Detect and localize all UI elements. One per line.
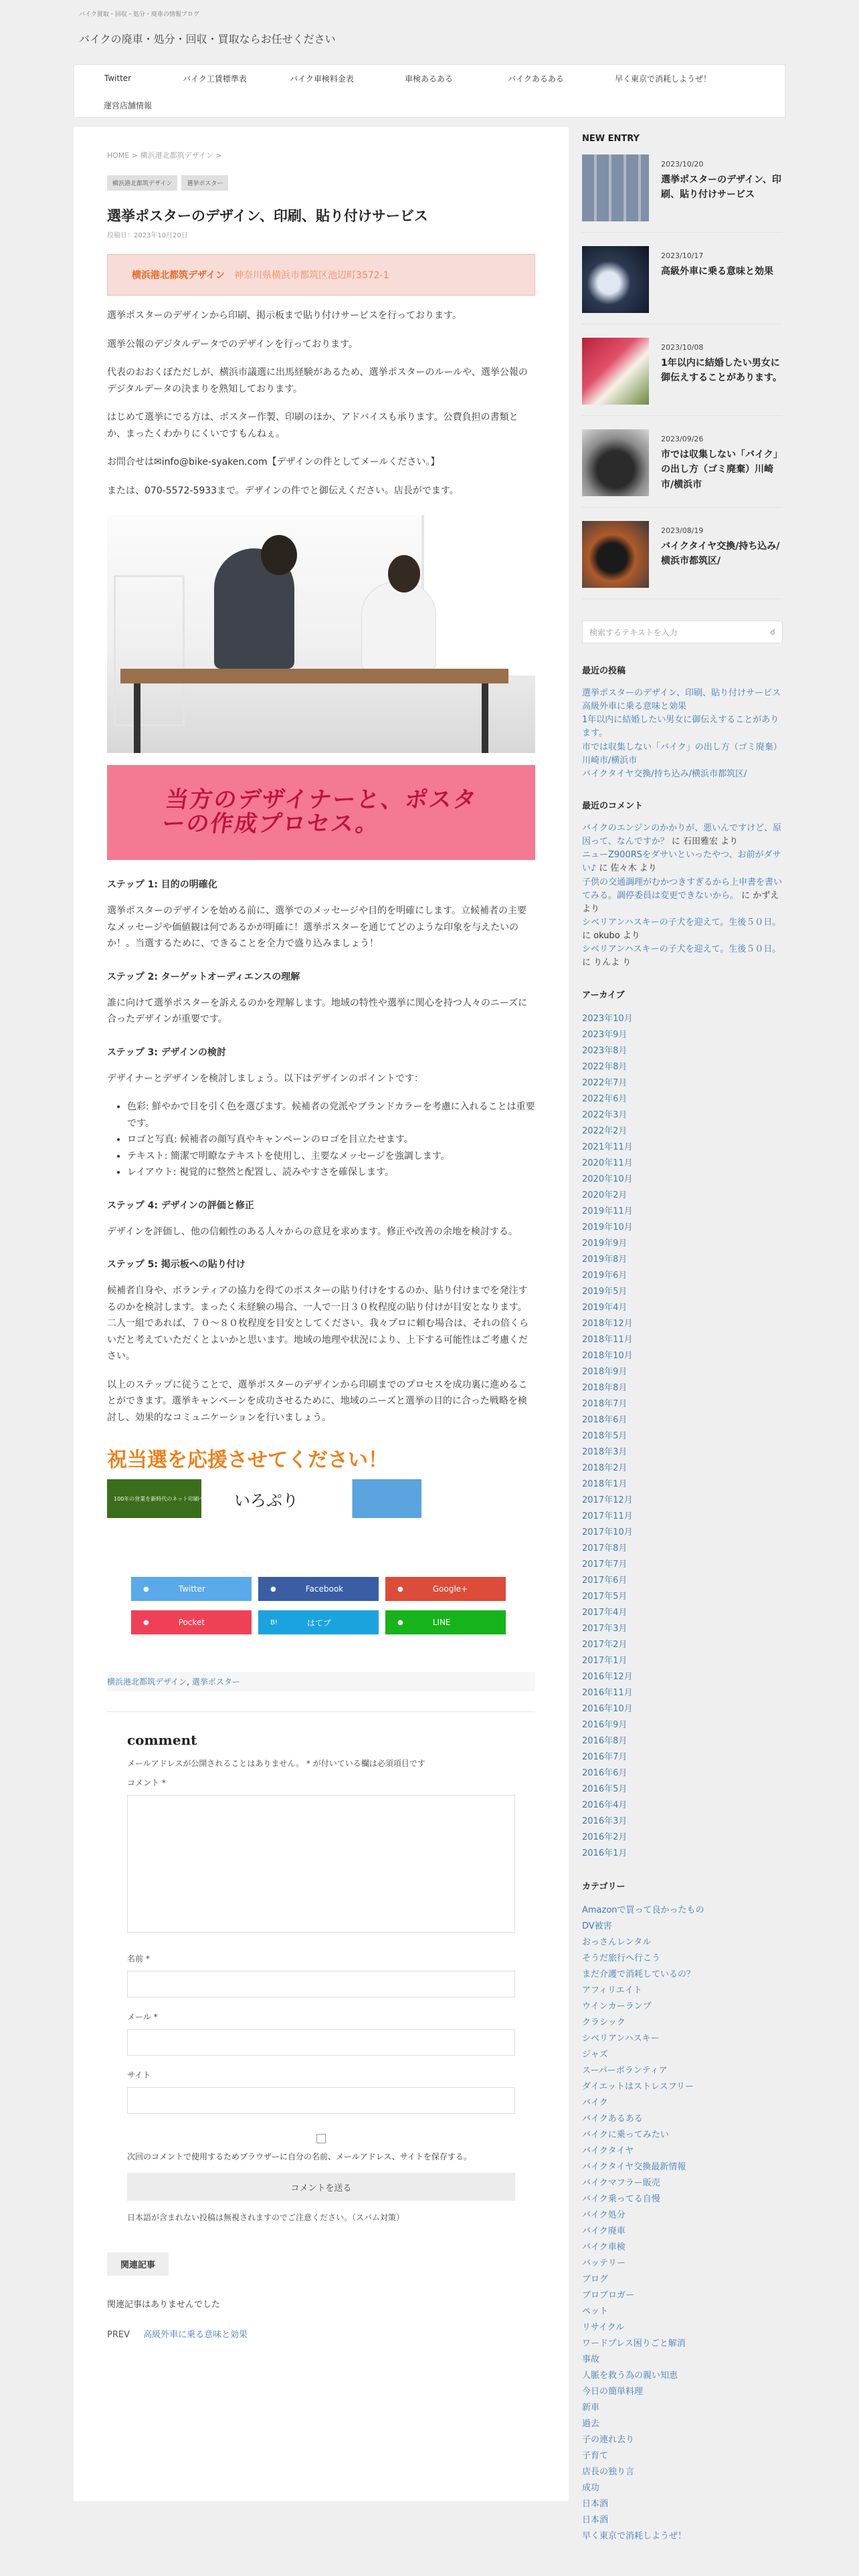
share-label: Facebook [305, 1584, 344, 1594]
nav-item-labor-rates[interactable]: バイク工賃標準表 [183, 74, 247, 84]
archive-heading: アーカイブ [582, 990, 625, 1000]
site-label: サイト [127, 2070, 151, 2080]
archive-link[interactable]: 2019年11月 [582, 1206, 633, 1216]
nav-item-shop-info[interactable]: 運営店舗情報 [103, 100, 152, 110]
paragraph: 選挙ポスターのデザインから印刷、掲示板まで貼り付けサービスを行っております。 [107, 310, 462, 321]
archive-link[interactable]: 2019年5月 [582, 1286, 628, 1297]
sidebar [582, 134, 783, 2562]
category-link[interactable]: バイク廃車 [582, 2226, 626, 2236]
archive-link[interactable]: 2018年9月 [582, 1366, 628, 1377]
iroburi-tagline: 100年の営業を新時代のネット印刷へ [114, 1495, 205, 1502]
spam-note: 日本語が含まれない投稿は無視されますのでご注意ください。（スパム対策） [127, 2213, 405, 2223]
archive-link[interactable]: 2016年8月 [582, 1735, 628, 1746]
recent-comments-heading: 最近のコメント [582, 800, 644, 811]
archive-link[interactable]: 2019年4月 [582, 1302, 628, 1313]
archive-link[interactable]: 2023年10月 [582, 1013, 633, 1024]
breadcrumb-separator: > [129, 151, 140, 160]
entry-thumbnail [582, 154, 649, 221]
photo-table-leg [134, 683, 140, 753]
breadcrumb [107, 150, 535, 160]
archive-link[interactable]: 2018年6月 [582, 1414, 628, 1425]
category-link[interactable]: バイクタイヤ交換最新情報 [582, 2161, 686, 2172]
category-link[interactable]: アフィリエイト [582, 1985, 642, 1996]
post-date: 投稿日：2023年10月20日 [107, 232, 188, 239]
facebook-icon: ● [270, 1585, 276, 1593]
step-text: デザインを評価し、他の信頼性のある人々からの意見を求めます。修正や改善の余地を検討する。 [107, 1226, 518, 1237]
share-hatena-button[interactable] [258, 1610, 379, 1634]
archive-link[interactable]: 2021年11月 [582, 1142, 633, 1152]
category-link[interactable]: 過去 [582, 2418, 600, 2429]
entry-thumbnail [582, 246, 649, 313]
archive-link[interactable]: 2018年7月 [582, 1398, 628, 1409]
share-line-button[interactable] [385, 1610, 506, 1634]
tag-design[interactable]: 横浜港北都筑デザイン [107, 175, 177, 191]
recent-comment [582, 849, 783, 875]
archive-link[interactable]: 2017年2月 [582, 1639, 628, 1650]
category-link[interactable]: 横浜港北都筑デザイン [107, 1677, 187, 1687]
closing-paragraph: 以上のステップに従うことで、選挙ポスターのデザインから印刷までのプロセスを成功裏に進めることができます。選挙キャンペーンを成功させるために、地域のニーズと選挙の目的に合った戦略を検討し、効果的なコミュニケーションを行いましょう。 [107, 1379, 528, 1423]
site-tagline: バイク買取・回収・処分・廃車の情報ブログ [79, 11, 199, 18]
archive-link[interactable]: 2016年11月 [582, 1687, 633, 1698]
category-link[interactable]: バイクタイヤ [582, 2145, 634, 2156]
cheer-heading: 祝当選を応援させてください！ [107, 1448, 388, 1472]
entry-title[interactable]: 選挙ポスターのデザイン、印刷、貼り付けサービス [661, 175, 781, 201]
entry-title[interactable]: 市では収集しない「バイク」の出し方（ゴミ廃棄）川崎市/横浜市 [661, 449, 783, 490]
article-main [74, 127, 569, 2501]
recent-comment-author: に 佐々木 より [596, 863, 657, 874]
archive-link[interactable]: 2017年6月 [582, 1575, 628, 1586]
archive-link[interactable]: 2018年5月 [582, 1430, 628, 1441]
category-link[interactable]: 日本酒 [582, 2498, 609, 2509]
archive-link[interactable]: 2018年10月 [582, 1350, 633, 1361]
category-link[interactable]: ジャズ [582, 2049, 608, 2060]
archive-link[interactable]: 2016年6月 [582, 1767, 628, 1778]
share-label: Pocket [178, 1618, 205, 1627]
archive-link[interactable]: 2016年2月 [582, 1832, 628, 1842]
new-entry-item[interactable] [582, 338, 783, 416]
share-pocket-button[interactable] [131, 1610, 252, 1634]
no-related-text: 関連記事はありませんでした [107, 2300, 221, 2311]
address-box [107, 254, 535, 296]
category-link[interactable]: 店長の独り言 [582, 2466, 635, 2477]
new-entry-item[interactable] [582, 521, 783, 599]
category-link[interactable]: バイク [582, 2097, 608, 2108]
archive-link[interactable]: 2017年1月 [582, 1655, 628, 1666]
hatena-icon: B! [270, 1618, 278, 1626]
archive-link[interactable]: 2017年8月 [582, 1543, 628, 1553]
site-title[interactable]: バイクの廃車・処分・回収・買取ならお任せください [79, 33, 336, 45]
recent-comment-link[interactable]: シベリアンハスキーの子犬を迎えて。生後５０日。 [582, 944, 781, 955]
new-entry-heading: NEW ENTRY [582, 134, 640, 144]
line-icon: ● [397, 1618, 403, 1626]
design-points-list [107, 1099, 535, 1181]
archive-link[interactable]: 2017年5月 [582, 1591, 628, 1602]
archive-link[interactable]: 2016年10月 [582, 1703, 633, 1714]
share-label: LINE [432, 1618, 451, 1627]
nav-item-inspection-fees[interactable]: バイク車検料金表 [290, 74, 354, 84]
archive-link[interactable]: 2016年1月 [582, 1848, 628, 1858]
recent-comment-author: に okubo より [582, 931, 640, 942]
category-link[interactable]: Amazonで買って良かったもの [582, 1905, 704, 1915]
category-link[interactable]: 子の連れ去り [582, 2434, 635, 2445]
prev-label: PREV [107, 2330, 130, 2341]
entry-date: 2023/08/19 [661, 526, 704, 535]
process-banner [107, 765, 535, 860]
prev-post [107, 2327, 535, 2340]
archive-section [582, 988, 783, 1862]
recent-comment-link[interactable]: 子供の交通調理がむかつきすぎるから上申書を書いてみる。調停委員は変更できないから。 [582, 877, 783, 901]
category-link[interactable]: ペット [582, 2306, 609, 2317]
tag-link[interactable]: 選挙ポスター [191, 1677, 240, 1687]
archive-link[interactable]: 2018年12月 [582, 1318, 633, 1329]
recent-comment [582, 943, 783, 970]
share-buttons [131, 1577, 535, 1634]
iroburi-banner[interactable] [107, 1479, 421, 1518]
archive-link[interactable]: 2019年9月 [582, 1238, 628, 1249]
archive-link[interactable]: 2019年10月 [582, 1222, 633, 1232]
recent-comment-link[interactable]: シベリアンハスキーの子犬を迎えて。生後５０日。 [582, 917, 781, 928]
list-item: • テキスト: 簡潔で明瞭なテキストを使用し、主要なメッセージを強調します。 [127, 1148, 535, 1165]
archive-link[interactable]: 2017年12月 [582, 1495, 633, 1505]
twitter-icon: ● [143, 1585, 149, 1593]
save-info-label: 次回のコメントで使用するためブラウザーに自分の名前、メールアドレス、サイトを保存する。 [127, 2152, 472, 2161]
contact-email-paragraph: お問合せは✉info@bike-syaken.com【デザインの件としてメールください。】 [107, 457, 440, 467]
nav-item-tokyo[interactable]: 早く東京で消耗しようぜ！ [614, 74, 711, 84]
category-link[interactable]: そうだ旅行へ行こう [582, 1953, 661, 1963]
step-heading: ステップ 1: 目的の明確化 [107, 879, 217, 890]
archive-link[interactable]: 2023年9月 [582, 1029, 628, 1040]
archive-link[interactable]: 2016年4月 [582, 1800, 628, 1810]
step-heading: ステップ 2: ターゲットオーディエンスの理解 [107, 971, 300, 982]
archive-link[interactable]: 2017年4月 [582, 1607, 628, 1618]
archive-link[interactable]: 2016年12月 [582, 1671, 633, 1682]
entry-title[interactable]: 高級外車に乗る意味と効果 [661, 266, 773, 277]
nav-item-twitter[interactable]: Twitter [104, 74, 132, 83]
nav-item-inspection-aruaru[interactable]: 車検あるある [404, 74, 453, 84]
category-link[interactable]: 事故 [582, 2354, 600, 2365]
archive-link[interactable]: 2017年10月 [582, 1527, 633, 1537]
email-label: メール * [127, 2012, 158, 2022]
category-link[interactable]: おっさんレンタル [582, 1937, 652, 1947]
step-text: 候補者自身や、ボランティアの協力を得てのポスターの貼り付けをするのか、貼り付けまでを発注するのかを検討します。まったく未経験の場合、一人で一日３０枚程度の貼り付けが目安となります。二人一組であれば、７０～８０枚程度を目安としてください。我々プロに頼む場合は、それの倍くらいだと考えていただくとよいかと思います。地域の地理や状況により、上下する可能性はご考慮ください。 [107, 1285, 529, 1362]
pocket-icon: ● [143, 1618, 149, 1626]
step-heading: ステップ 5: 掲示板への貼り付け [107, 1259, 246, 1270]
prev-post-link[interactable]: 高級外車に乗る意味と効果 [143, 2330, 248, 2341]
site-header [0, 0, 859, 64]
entry-date: 2023/10/17 [661, 251, 704, 260]
archive-link[interactable]: 2019年8月 [582, 1254, 628, 1265]
archive-link[interactable]: 2016年7月 [582, 1751, 628, 1762]
recent-comment [582, 876, 783, 916]
category-section [582, 1879, 783, 2545]
share-twitter-button[interactable] [131, 1577, 252, 1601]
breadcrumb-home[interactable]: HOME [107, 151, 130, 160]
archive-link[interactable]: 2022年3月 [582, 1109, 628, 1120]
photo-window [421, 515, 535, 675]
entry-thumbnail [582, 521, 649, 588]
archive-link[interactable]: 2023年8月 [582, 1045, 628, 1056]
divider [107, 1711, 535, 1712]
entry-thumbnail [582, 429, 649, 496]
entry-title[interactable]: バイクタイヤ交換/持ち込み/横浜市都筑区/ [661, 541, 780, 567]
category-link[interactable]: 日本酒 [582, 2514, 609, 2525]
share-label: はてブ [306, 1618, 331, 1628]
new-entry-item[interactable] [582, 429, 783, 508]
archive-link[interactable]: 2018年8月 [582, 1382, 628, 1393]
breadcrumb-end: > [213, 151, 222, 160]
category-link[interactable]: クラシック [582, 2017, 626, 2028]
global-nav [74, 64, 785, 118]
banner-text: 当方のデザイナーと、ポスターの作成プロセス。 [160, 786, 480, 837]
new-entry-item[interactable] [582, 246, 783, 324]
share-facebook-button[interactable] [258, 1577, 379, 1601]
category-link[interactable]: ブログ [582, 2274, 609, 2284]
nav-item-bike-aruaru[interactable]: バイクあるある [508, 74, 564, 84]
category-heading: カテゴリー [582, 1881, 626, 1892]
iroburi-logo: いろぷり [234, 1491, 298, 1510]
contact-phone-paragraph: または、070-5572-5933まで。デザインの件でと御伝えください。店長がでます。 [107, 485, 459, 496]
tag-list [107, 175, 535, 191]
archive-link[interactable]: 2022年2月 [582, 1125, 628, 1136]
category-link[interactable]: ウインカーランプ [582, 2001, 652, 2012]
recent-comment-link[interactable]: バイクのエンジンのかかりが、悪いんですけど、原因って、なんですか？ [582, 823, 782, 847]
list-item: • レイアウト: 視覚的に整然と配置し、読みやすさを確保します。 [127, 1164, 535, 1181]
paragraph: 代表のおおくぼただしが、横浜市議選に出馬経験があるため、選挙ポスターのルールや、選挙公報のデジタルデータの決まりを熟知しております。 [107, 367, 528, 395]
category-list [582, 1903, 783, 2545]
category-link[interactable]: バイク車検 [582, 2242, 626, 2252]
breadcrumb-category[interactable]: 横浜港北都筑デザイン [140, 151, 213, 160]
comment-form [107, 1732, 535, 2223]
category-link[interactable]: バイク処分 [582, 2210, 626, 2220]
entry-date: 2023/10/08 [661, 343, 704, 352]
new-entry-item[interactable] [582, 154, 783, 233]
step-heading: ステップ 3: デザインの検討 [107, 1047, 226, 1058]
post-title: 選挙ポスターのデザイン、印刷、貼り付けサービス [107, 208, 428, 224]
category-link[interactable]: 早く東京で消耗しようぜ！ [582, 2531, 687, 2541]
share-label: Twitter [178, 1584, 205, 1594]
category-link[interactable]: ブロブロガー [582, 2290, 635, 2300]
entry-title[interactable]: 1年以内に結婚したい男女に御伝えすることがあります。 [661, 358, 782, 384]
recent-comment-author: に かずえ より [582, 890, 779, 914]
category-link[interactable]: 子育て [582, 2450, 609, 2461]
recent-posts-section [582, 663, 783, 781]
recent-comment [582, 822, 783, 849]
archive-link[interactable]: 2022年8月 [582, 1061, 628, 1072]
site-field[interactable] [127, 2087, 515, 2114]
paragraph: 選挙公報のデジタルデータでのデザインを行っております。 [107, 338, 359, 350]
paragraph: はじめて選挙にでる方は、ポスター作製、印刷のほか、アドバイスも承ります。公費負担の書類とか、まったくわかりにくいですもんねぇ。 [107, 412, 518, 439]
recent-post-link[interactable]: 1年以内に結婚したい男女に御伝えすることがあります。 [582, 715, 779, 739]
list-item: • 色彩: 鮮やかで目を引く色を選びます。候補者の党派やブランドカラーを考慮に入れることは重要です。 [127, 1099, 535, 1132]
step-text: 誰に向けて選挙ポスターを訴えるのかを理解します。地域の特性や選挙に関心を持つ人々のニーズに合ったデザインが重要です。 [107, 997, 528, 1025]
recent-comments-section [582, 798, 783, 970]
archive-link[interactable]: 2022年7月 [582, 1077, 628, 1088]
designers-photo [107, 515, 535, 753]
category-link[interactable]: 人脈を救う為の親い知恵 [582, 2370, 678, 2381]
entry-date: 2023/09/26 [661, 435, 704, 443]
comment-label: コメント * [127, 1778, 166, 1788]
search-placeholder: 検索するテキストを入力 [589, 627, 678, 637]
archive-link[interactable]: 2019年6月 [582, 1270, 628, 1281]
category-link[interactable]: リサイクル [582, 2322, 625, 2333]
archive-list [582, 1011, 783, 1862]
step-text: 選挙ポスターのデザインを始める前に、選挙でのメッセージや目的を明確にします。立候補者の主要なメッセージや価値観は何であるかが明確に！選挙ポスターを通じてどのような印象を与えたいのか！。当選するために、できることを全力で盛り込みましょう！ [107, 905, 527, 949]
name-field[interactable] [127, 1971, 515, 1998]
email-field[interactable] [127, 2029, 515, 2056]
entry-date: 2023/10/20 [661, 160, 704, 169]
comment-textarea[interactable] [127, 1795, 515, 1933]
recent-comment-author: に りんよ り [582, 958, 632, 968]
related-heading: 関連記事 [107, 2252, 169, 2276]
archive-link[interactable]: 2020年10月 [582, 1174, 633, 1184]
photo-woman-head [388, 555, 420, 593]
category-link[interactable]: バイクあるある [582, 2113, 643, 2124]
address-text: 神奈川県横浜市都筑区池辺町3572-1 [234, 270, 389, 281]
category-link[interactable]: 成功 [582, 2482, 600, 2493]
search-icon[interactable]: ☌ [769, 627, 775, 637]
archive-link[interactable]: 2016年3月 [582, 1816, 628, 1826]
category-link[interactable]: DV被害 [582, 1921, 612, 1931]
recent-comment [582, 916, 783, 943]
category-link[interactable]: シベリアンハスキー [582, 2033, 660, 2044]
google-plus-icon: ● [397, 1585, 403, 1593]
category-link[interactable]: ワードプレス困りごと解消 [582, 2338, 686, 2349]
category-link[interactable]: ダイエットはストレスフリー [582, 2081, 694, 2092]
category-link[interactable]: スーパーボランティア [582, 2065, 668, 2076]
archive-link[interactable]: 2017年11月 [582, 1511, 633, 1521]
submit-comment-button[interactable]: コメントを送る [127, 2173, 515, 2201]
recent-comment-author: に 石田雅宏 より [668, 837, 739, 847]
step-text: デザイナーとデザインを検討しましょう。以下はデザインのポイントです： [107, 1073, 424, 1084]
photo-table-leg [482, 683, 488, 753]
archive-link[interactable]: 2020年11月 [582, 1158, 633, 1168]
photo-shelf [114, 575, 185, 726]
save-info-checkbox[interactable] [316, 2134, 326, 2143]
photo-table [120, 669, 508, 683]
recent-post-link[interactable]: 市では収集しない「バイク」の出し方（ゴミ廃棄）川崎市/横浜市 [582, 742, 782, 766]
post-categories: 横浜港北都筑デザイン, 選挙ポスター [107, 1672, 535, 1691]
tag-poster[interactable]: 選挙ポスター [181, 175, 228, 191]
category-link[interactable]: 新車 [582, 2402, 600, 2413]
photo-man-head [261, 535, 297, 575]
recent-posts-heading: 最近の投稿 [582, 666, 626, 676]
archive-link[interactable]: 2017年3月 [582, 1623, 628, 1634]
archive-link[interactable]: 2017年7月 [582, 1559, 628, 1570]
category-link[interactable]: 今日の簡単料理 [582, 2386, 644, 2397]
share-label: Google+ [432, 1584, 468, 1594]
archive-link[interactable]: 2018年3月 [582, 1446, 628, 1457]
step-heading: ステップ 4: デザインの評価と修正 [107, 1200, 254, 1211]
archive-link[interactable]: 2016年9月 [582, 1719, 628, 1730]
archive-link[interactable]: 2018年1月 [582, 1479, 628, 1489]
recent-post-link[interactable]: 選挙ポスターのデザイン、印刷、貼り付けサービス [582, 688, 781, 698]
nav-row-1 [74, 65, 785, 92]
archive-link[interactable]: 2022年6月 [582, 1093, 628, 1104]
archive-link[interactable]: 2016年5月 [582, 1784, 628, 1794]
category-link[interactable]: バイク乗ってる自慢 [582, 2193, 660, 2204]
comment-title: comment [127, 1732, 197, 1748]
search-input[interactable] [582, 621, 783, 643]
entry-thumbnail [582, 338, 649, 405]
share-google-button[interactable] [385, 1577, 506, 1601]
category-link[interactable]: バッテリー [582, 2258, 626, 2268]
category-link[interactable]: バイクマフラー販売 [582, 2177, 660, 2188]
address-company: 横浜港北都筑デザイン [132, 270, 225, 281]
recent-posts-list [582, 687, 783, 781]
list-item: • ロゴと写真: 候補者の顔写真やキャンペーンのロゴを目立たせます。 [127, 1132, 535, 1148]
archive-link[interactable]: 2020年2月 [582, 1190, 628, 1200]
recent-comment-link[interactable]: ニューZ900RSをダサいといったやつ、お前がダサい♪ [582, 850, 781, 874]
recent-post-link[interactable]: 高級外車に乗る意味と効果 [582, 702, 687, 712]
category-link[interactable]: まだ介護で消耗しているの？ [582, 1969, 696, 1979]
archive-link[interactable]: 2018年2月 [582, 1463, 628, 1473]
name-label: 名前 * [127, 1954, 150, 1963]
required-note: メールアドレスが公開されることはありません。 * が付いている欄は必須項目です [127, 1759, 425, 1768]
category-link[interactable]: バイクに乗ってみたい [582, 2129, 669, 2140]
photo-woman [361, 582, 436, 670]
archive-link[interactable]: 2018年11月 [582, 1334, 633, 1345]
nav-row-2 [74, 92, 785, 118]
recent-post-link[interactable]: バイクタイヤ交換/持ち込み/横浜市都筑区/ [582, 768, 747, 779]
